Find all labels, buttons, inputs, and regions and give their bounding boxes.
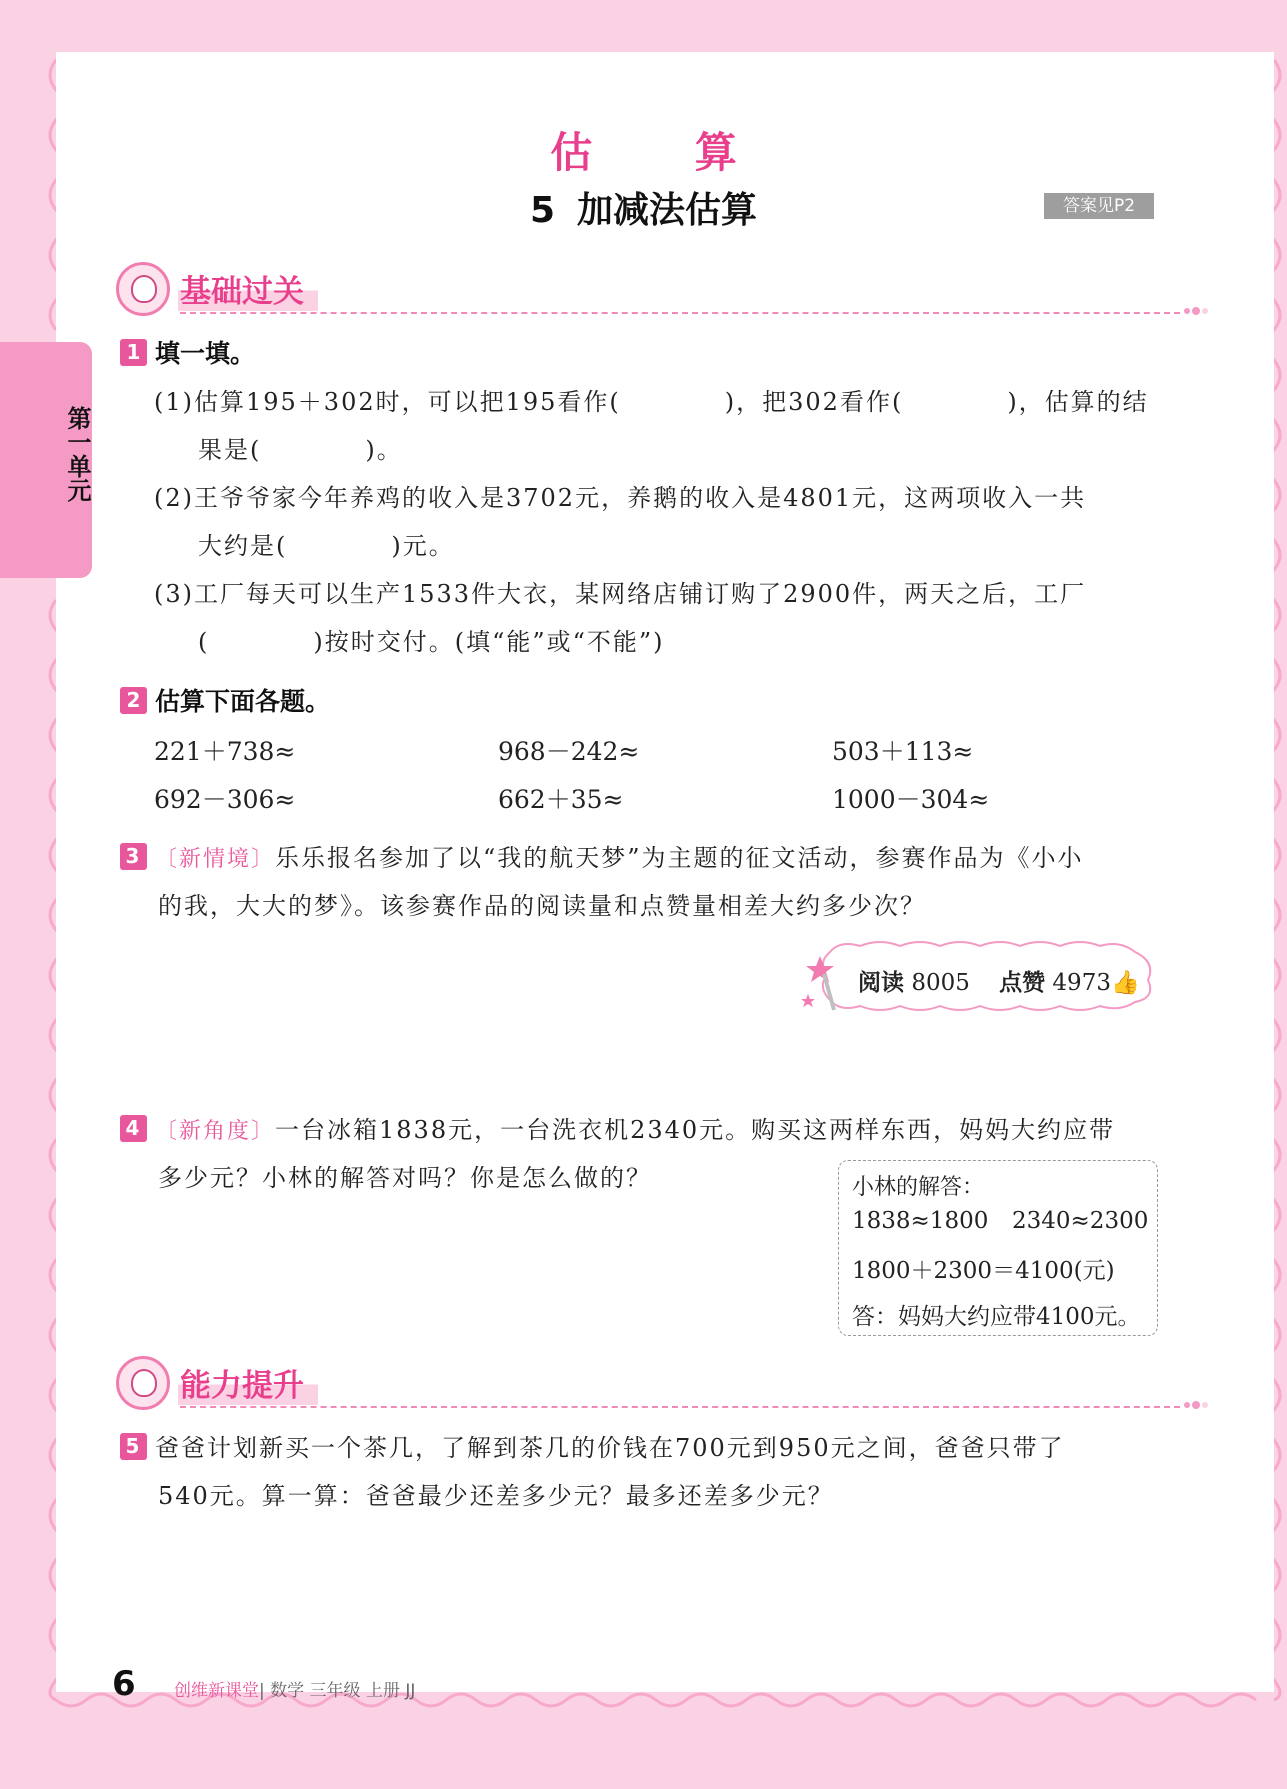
question-number-badge: 1 (120, 339, 147, 366)
estimate-item: 662＋35≈ (498, 785, 624, 814)
new-context-tag: 〔新情境〕 (155, 847, 276, 872)
new-angle-tag: 〔新角度〕 (155, 1119, 276, 1144)
solution-step-1a: 1838≈1800 (852, 1208, 989, 1234)
like-label: 点赞 (999, 970, 1046, 996)
estimate-item: 503＋113≈ (832, 737, 974, 766)
question-4-text: 一台冰箱1838元，一台洗衣机2340元。购买这两样东西，妈妈大约应带 (275, 1116, 1116, 1144)
question-3-text: 乐乐报名参加了以“我的航天梦”为主题的征文活动，参赛作品为《小小 (275, 844, 1084, 872)
question-number-badge: 2 (120, 687, 147, 714)
lesson-title-text: 加减法估算 (577, 190, 758, 231)
question-1-heading (120, 334, 255, 370)
solution-answer: 答：妈妈大约应带4100元。 (852, 1304, 1141, 1330)
estimate-item: 221＋738≈ (154, 737, 296, 766)
footer-brand: 创维新课堂 (174, 1681, 259, 1701)
section-title-basic: 基础过关 (178, 266, 318, 311)
question-number-badge: 3 (120, 843, 147, 870)
q1-line: 大约是( )元。 (198, 532, 455, 560)
q1-line: ( )按时交付。(填“能”或“不能”) (198, 628, 665, 656)
section-divider (180, 1406, 1180, 1408)
read-count: 8005 (911, 970, 970, 996)
estimate-item: 1000－304≈ (832, 785, 990, 814)
dots-decoration-icon (1182, 304, 1210, 318)
question-2-instruction: 估算下面各题。 (155, 687, 331, 716)
question-number-badge: 5 (120, 1433, 147, 1460)
read-label: 阅读 (858, 970, 904, 996)
answer-reference-badge: 答案见P2 (1044, 193, 1154, 219)
unit-side-tab-label: 第一单元 (63, 406, 91, 502)
stats-readout (858, 964, 1140, 997)
section-title-advanced: 能力提升 (178, 1360, 318, 1405)
section-header-advanced (116, 1356, 1216, 1412)
page-number: 6 (112, 1664, 136, 1704)
question-1-instruction: 填一填。 (155, 339, 256, 368)
q1-line: (2)王爷爷家今年养鸡的收入是3702元，养鹅的收入是4801元，这两项收入一共 (154, 484, 1087, 512)
question-number-badge: 4 (120, 1115, 147, 1142)
q1-line: (1)估算195＋302时，可以把195看作( )，把302看作( )，估算的结 (154, 388, 1149, 416)
question-5-text: 爸爸计划新买一个茶几，了解到茶几的价钱在700元到950元之间，爸爸只带了 (155, 1434, 1065, 1462)
solution-heading: 小林的解答： (852, 1175, 985, 1200)
question-3-line2: 的我，大大的梦》。该参赛作品的阅读量和点赞量相差大约多少次？ (158, 892, 926, 920)
footer-info (174, 1676, 415, 1701)
q1-line: 果是( )。 (198, 436, 403, 464)
thumbs-up-icon: 👍 (1110, 970, 1140, 996)
section-header-basic (116, 262, 1216, 318)
question-4-line2: 多少元？小林的解答对吗？你是怎么做的？ (158, 1164, 652, 1192)
question-3-line (120, 838, 1084, 873)
estimate-item: 968－242≈ (498, 737, 640, 766)
mascot-icon (116, 262, 170, 316)
footer-course-info: | 数学 三年级 上册 JJ (259, 1681, 416, 1701)
question-5-line2: 540元。算一算：爸爸最少还差多少元？最多还差多少元？ (158, 1482, 834, 1510)
solution-step-2: 1800＋2300＝4100(元) (852, 1258, 1115, 1284)
mascot-icon (116, 1356, 170, 1410)
question-4-line (120, 1110, 1115, 1145)
lesson-number: 5 (529, 190, 556, 231)
question-2-heading (120, 682, 330, 718)
dots-decoration-icon (1182, 1398, 1210, 1412)
q1-line: (3)工厂每天可以生产1533件大衣，某网络店铺订购了2900件，两天之后，工厂 (154, 580, 1087, 608)
solution-step-1b: 2340≈2300 (1012, 1208, 1149, 1234)
section-divider (180, 312, 1180, 314)
like-count: 4973 (1052, 970, 1111, 996)
question-5-line (120, 1428, 1065, 1463)
page-title: 估 算 (550, 128, 781, 177)
estimate-item: 692－306≈ (154, 785, 296, 814)
